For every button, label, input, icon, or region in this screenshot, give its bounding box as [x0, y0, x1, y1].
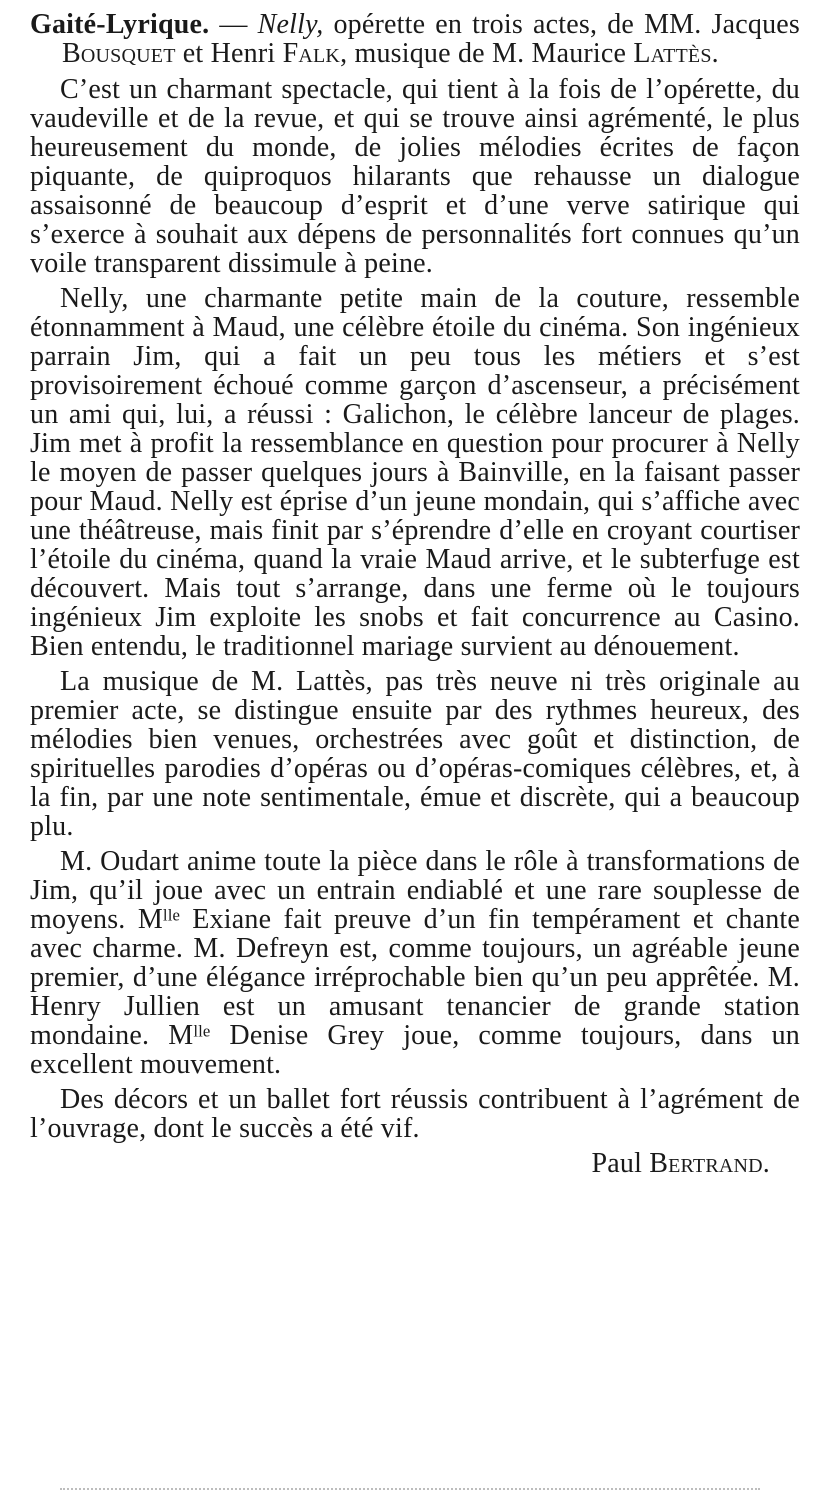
heading-desc-4: .	[711, 38, 719, 69]
author-signature	[30, 1149, 770, 1178]
heading-desc-2: et Henri	[175, 38, 283, 69]
article-heading	[30, 10, 800, 68]
heading-desc-1: opérette en trois actes, de MM. Jacques	[323, 9, 800, 40]
signature-first-name: Paul	[591, 1148, 650, 1179]
heading-desc-3: , musique de M. Maurice	[340, 38, 634, 69]
paragraph-intro: C’est un charmant spectacle, qui tient à la fois de l’opérette, du vaudeville et de la revue, et qui se trouve ainsi agrémenté, le plus heureusement du monde, de jolies mélodies écrites de façon piquante, de quiproquos hilarants que rehausse un dialogue assaisonné de beaucoup d’esprit et d’une verve satirique qui s’exerce à souhait aux dépens de personnalités fort connues qu’un voile transparent dissimule à peine.	[30, 74, 800, 279]
composer-lattes: Lattès	[633, 38, 712, 69]
page-bottom-rule	[60, 1488, 760, 1492]
paragraph-conclusion: Des décors et un ballet fort réussis contribuent à l’agrément de l’ouvrage, dont le succès a été vif.	[30, 1084, 800, 1144]
author-falk: Falk	[282, 38, 341, 69]
work-title: Nelly,	[257, 9, 324, 40]
paragraph-plot: Nelly, une charmante petite main de la couture, ressemble étonnamment à Maud, une célèbre étoile du cinéma. Son ingénieux parrain Jim, qui a fait un peu tous les métiers et s’est provisoirement échoué comme garçon d’ascenseur, a précisément un ami qui, lui, a réussi : Galichon, le célèbre lanceur de plages. Jim met à profit la ressemblance en question pour procurer à Nelly le moyen de passer quelques jours à Bainville, en la faisant passer pour Maud. Nelly est éprise d’un jeune mondain, qui s’affiche avec une théâtreuse, mais finit par s’éprendre d’elle en croyant courtiser l’étoile du cinéma, quand la vraie Maud arrive, et le subterfuge est découvert. Mais tout s’arrange, dans une ferme où le toujours ingénieux Jim exploite les snobs et fait concurrence au Casino. Bien entendu, le traditionnel mariage survient au dénouement.	[30, 283, 800, 662]
paragraph-music: La musique de M. Lattès, pas très neuve ni très originale au premier acte, se distingue ensuite par des rythmes heureux, des mélodies bien venues, orchestrées avec goût et distinction, de spirituelles parodies d’opéras ou d’opéras-comiques célèbres, et, à la fin, par une note sentimentale, émue et discrète, qui a beaucoup plu.	[30, 666, 800, 842]
paragraph-cast: M. Oudart anime toute la pièce dans le rôle à transformations de Jim, qu’il joue avec un entrain endiablé et une rare souplesse de moyens. Mˡˡᵉ Exiane fait preuve d’un fin tempérament et chante avec charme. M. Defreyn est, comme toujours, un agréable jeune premier, d’une élégance irréprochable bien qu’un peu apprêtée. M. Henry Jullien est un amusant tenancier de grande station mondaine. Mˡˡᵉ Denise Grey joue, comme toujours, dans un excellent mouvement.	[30, 846, 800, 1080]
article	[30, 10, 800, 1178]
signature-period: .	[762, 1148, 770, 1179]
heading-dash: —	[209, 9, 258, 40]
venue-name: Gaité-Lyrique.	[30, 9, 210, 40]
signature-last-name: Bertrand	[649, 1148, 763, 1179]
author-bousquet: Bousquet	[62, 38, 176, 69]
